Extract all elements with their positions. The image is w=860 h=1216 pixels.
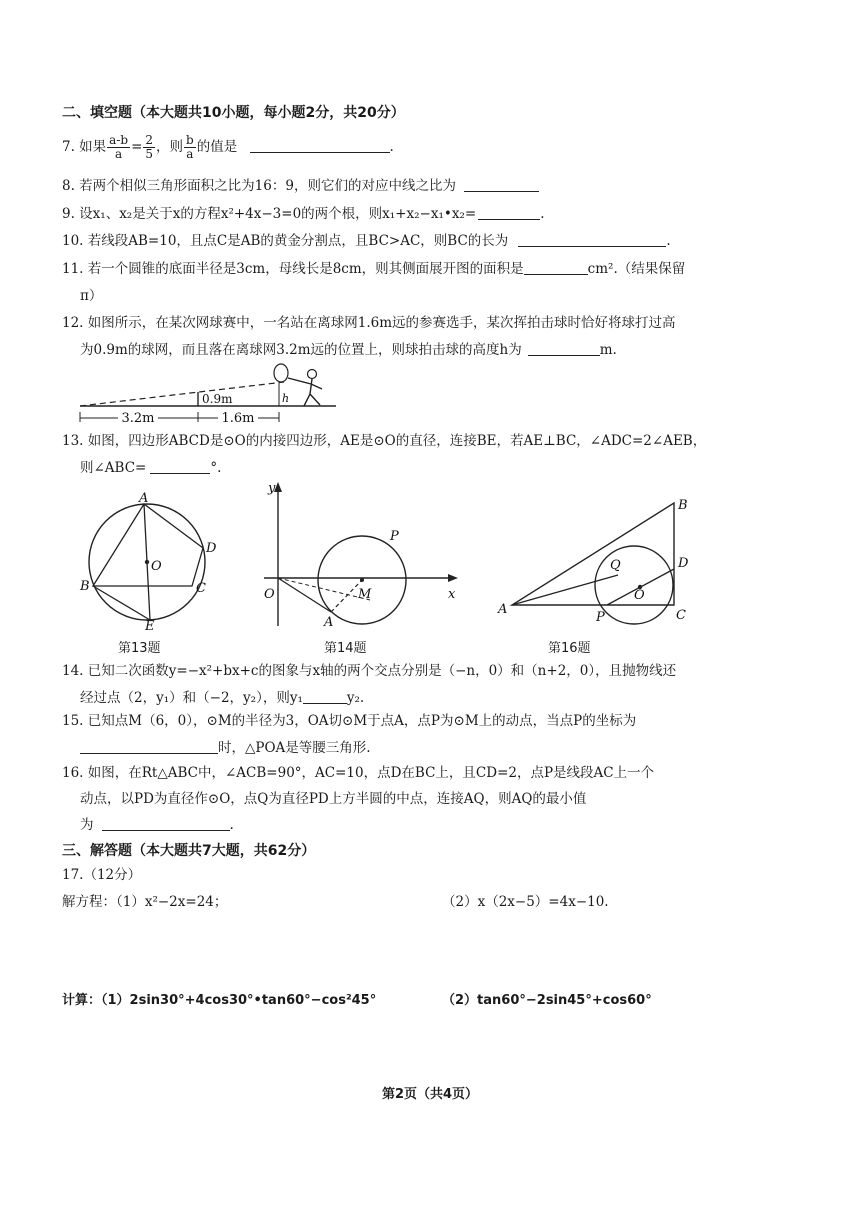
- ball-trajectory: [80, 382, 284, 406]
- q7-fraction-3: $\frac{b}{a}$: [186, 133, 194, 161]
- triangle-abc: [512, 503, 674, 605]
- figure-13-caption: 第13题: [118, 641, 161, 656]
- label-0.9m: 0.9m: [202, 392, 233, 406]
- q8-answer-blank[interactable]: [464, 177, 539, 192]
- q7-prefix: 7. 如果: [62, 139, 107, 155]
- svg-text:D: D: [678, 556, 689, 571]
- svg-text:C: C: [196, 581, 206, 596]
- svg-text:D: D: [206, 541, 217, 556]
- question-8: 8. 若两个相似三角形面积之比为16：9，则它们的对应中线之比为: [62, 177, 539, 195]
- racket-icon: [274, 364, 288, 382]
- question-12-cont: 为0.9m的球网，而且落在离球网3.2m远的位置上，则球拍击球的高度h为 m.: [80, 342, 617, 358]
- question-11: 11. 若一个圆锥的底面半径是3cm，母线长是8cm，则其侧面展开图的面积是 cm².（结果保留: [62, 261, 686, 277]
- segment-aq: [512, 575, 618, 605]
- svg-text:x: x: [448, 587, 456, 602]
- label-h: h: [282, 392, 290, 405]
- q17-calc-part-2: （2）tan60°−2sin45°+cos60°: [442, 993, 652, 1008]
- svg-text:A: A: [324, 615, 334, 630]
- svg-text:B: B: [80, 579, 90, 594]
- svg-text:M: M: [358, 587, 372, 602]
- svg-text:P: P: [390, 529, 399, 544]
- question-15: 15. 已知点M（6，0），⊙M的半径为3，OA切⊙M于点A，点P为⊙M上的动点，当点P的坐标为: [62, 713, 637, 729]
- svg-text:A: A: [498, 602, 508, 617]
- page-footer: 第2页（共4页）: [381, 1087, 479, 1102]
- question-13: 13. 如图，四边形ABCD是⊙O的内接四边形，AE是⊙O的直径，连接BE，若AE⊥BC，∠ADC=2∠AEB，: [62, 433, 707, 449]
- q16-answer-blank[interactable]: [102, 816, 230, 831]
- svg-text:y: y: [268, 481, 276, 496]
- question-17-heading: 17.（12分）: [62, 867, 142, 883]
- figure-13: [72, 490, 232, 630]
- svg-text:O: O: [151, 559, 162, 574]
- q10-answer-blank[interactable]: [518, 232, 666, 247]
- figure-14: [258, 478, 468, 630]
- q9-answer-blank[interactable]: [478, 205, 540, 220]
- label-3.2m: 3.2m: [121, 411, 155, 426]
- question-13-cont: 则∠ABC= °.: [80, 460, 222, 476]
- question-16: 16. 如图，在Rt△ABC中，∠ACB=90°，AC=10，点D在BC上，且CD=2，点P是线段AC上一个: [62, 765, 655, 781]
- svg-text:C: C: [676, 608, 686, 623]
- q17-calc-part-1: 计算：（1）2sin30°+4cos30°•tan60°−cos²45°: [62, 993, 377, 1008]
- question-16-cont: 动点，以PD为直径作⊙O，点Q为直径PD上方半圆的中点，连接AQ，则AQ的最小值: [80, 791, 587, 807]
- question-11-cont: π）: [80, 288, 103, 304]
- question-14: 14. 已知二次函数y=−x²+bx+c的图象与x轴的两个交点分别是（−n，0）和（n+2，0），且抛物线还: [62, 663, 677, 679]
- svg-text:O: O: [634, 588, 645, 603]
- question-14-cont: 经过点（2，y₁）和（−2，y₂），则y₁ y₂.: [80, 690, 365, 706]
- svg-text:A: A: [139, 491, 149, 506]
- q7-fraction-2: $\frac{2}{5}$: [145, 133, 154, 161]
- svg-text:P: P: [596, 610, 605, 625]
- q7-answer-blank[interactable]: [250, 138, 390, 153]
- svg-text:B: B: [678, 498, 688, 513]
- q14-answer-blank[interactable]: [303, 689, 347, 704]
- svg-text:O: O: [264, 587, 275, 602]
- figure-16-caption: 第16题: [548, 641, 591, 656]
- question-7: 7. 如果 $\frac{a-b}{a}$ = $\frac{2}{5}$ ，则 $\frac{b}{a}$ 的值是 .: [62, 133, 394, 161]
- player-body-icon: [288, 378, 322, 406]
- q17-solve-part-1: 解方程：（1）x²−2x=24；: [62, 894, 228, 910]
- q12-answer-blank[interactable]: [528, 341, 600, 356]
- tangent-oa: [278, 578, 331, 612]
- q17-solve-part-2: （2）x（2x−5）=4x−10.: [442, 894, 609, 910]
- q13-answer-blank[interactable]: [150, 459, 210, 474]
- question-9: 9. 设x₁、x₂是关于x的方程x²+4x−3=0的两个根，则x₁+x₂−x₁•x₂= .: [62, 206, 545, 222]
- question-10: 10. 若线段AB=10，且点C是AB的黄金分割点，且BC>AC，则BC的长为 .: [62, 233, 671, 249]
- svg-text:E: E: [145, 619, 155, 630]
- label-1.6m: 1.6m: [221, 411, 255, 426]
- tennis-figure: [74, 362, 354, 426]
- svg-text:Q: Q: [610, 558, 621, 573]
- q7-fraction-1: $\frac{a-b}{a}$: [109, 133, 129, 161]
- question-12: 12. 如图所示，在某次网球赛中，一名站在离球网1.6m远的参赛选手，某次挥拍击球时恰好将球打过高: [62, 315, 676, 331]
- player-head-icon: [308, 370, 317, 379]
- q15-answer-blank[interactable]: [80, 739, 218, 754]
- figure-16: [494, 495, 694, 630]
- circle-o-16: [595, 546, 673, 624]
- section-solve-heading: 三、解答题（本大题共7大题，共62分）: [62, 843, 316, 859]
- question-15-cont: 时，△POA是等腰三角形.: [80, 739, 371, 757]
- section-fill-in-heading: 二、填空题（本大题共10小题，每小题2分，共20分）: [62, 105, 405, 121]
- figure-14-caption: 第14题: [324, 641, 367, 656]
- q11-answer-blank[interactable]: [524, 260, 588, 275]
- question-16-cont2: 为 .: [80, 817, 234, 833]
- segment-be: [93, 586, 150, 620]
